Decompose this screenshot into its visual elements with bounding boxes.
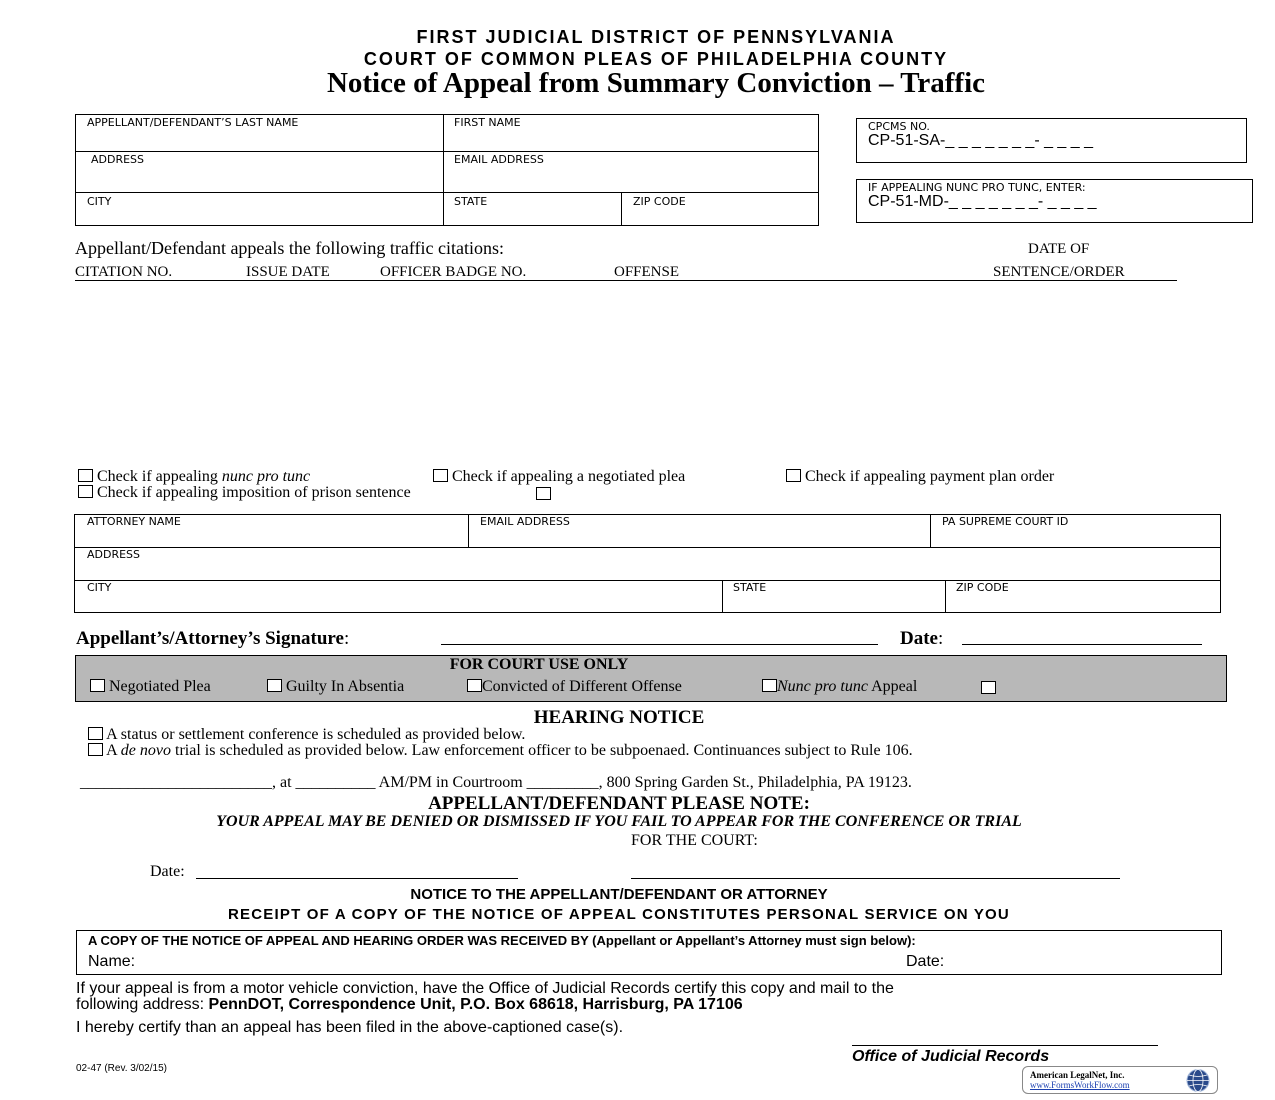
denovo-label-b: trial is scheduled as provided below. Law enforcement officer to be subpoenaed. Continuances subject to Rule 106. — [171, 742, 913, 759]
court-use-title: FOR COURT USE ONLY — [449, 656, 629, 673]
col-sentence-order: SENTENCE/ORDER — [993, 264, 1125, 280]
logo-company-name: American LegalNet, Inc. — [1030, 1070, 1125, 1080]
please-note-heading: APPELLANT/DEFENDANT PLEASE NOTE: — [428, 793, 810, 814]
receipt-date-label: Date: — [906, 953, 945, 970]
appeal-warning: YOUR APPEAL MAY BE DENIED OR DISMISSED IF YOU FAIL TO APPEAR FOR THE CONFERENCE OR TRIAL — [216, 813, 1022, 830]
attorney-city-label: CITY — [87, 581, 112, 594]
court-extra-checkbox[interactable] — [981, 681, 996, 694]
court-absentia-checkbox[interactable] — [267, 679, 282, 692]
attorney-email-field[interactable] — [468, 514, 931, 548]
payment-check-label: Check if appealing payment plan order — [805, 468, 1055, 485]
pa-id-label: PA SUPREME COURT ID — [942, 515, 1069, 528]
last-name-label: APPELLANT/DEFENDANT’S LAST NAME — [87, 116, 299, 129]
for-the-court-label: FOR THE COURT: — [631, 832, 758, 849]
denovo-checkbox[interactable] — [88, 743, 103, 756]
denovo-label-a: A — [106, 742, 121, 759]
court-absentia-label: Guilty In Absentia — [286, 678, 405, 695]
first-name-label: FIRST NAME — [454, 116, 521, 129]
motor-line-1: If your appeal is from a motor vehicle conviction, have the Office of Judicial Records certify this copy and mail to the — [76, 980, 894, 997]
page-title: Notice of Appeal from Summary Conviction – Traffic — [326, 67, 986, 99]
court-use-absentia[interactable] — [267, 678, 404, 696]
legalnet-logo[interactable] — [1022, 1066, 1218, 1094]
hearing-notice-title: HEARING NOTICE — [533, 707, 705, 728]
court-use-panel — [75, 655, 1227, 702]
court-use-negotiated[interactable] — [90, 678, 211, 696]
status-checkbox[interactable] — [88, 727, 103, 740]
nunc-pro-tunc-field[interactable] — [856, 179, 1253, 223]
hearing-schedule-line[interactable]: ________________________, at __________ AM/PM in Courtroom _________, 800 Spring Garden St., Philadelphia, PA 19123. — [80, 774, 912, 791]
attorney-city-field[interactable] — [74, 580, 723, 613]
col-issue-date: ISSUE DATE — [246, 264, 330, 280]
check-negotiated-plea[interactable] — [433, 468, 685, 486]
court-use-extra[interactable] — [981, 680, 996, 698]
motor-line-2: following address: — [76, 996, 209, 1013]
date-of-label: DATE OF — [1028, 241, 1090, 257]
hearing-date-label: Date: — [150, 863, 185, 880]
hearing-denovo-option[interactable] — [88, 742, 913, 760]
attorney-state-field[interactable] — [722, 580, 946, 613]
court-use-nunc[interactable] — [762, 678, 917, 696]
form-number: 02-47 (Rev. 3/02/15) — [76, 1063, 167, 1074]
city-label: CITY — [87, 195, 112, 208]
check-prison-sentence[interactable] — [78, 484, 411, 502]
attorney-address-field[interactable] — [74, 547, 1221, 581]
extra-checkbox[interactable] — [536, 486, 551, 504]
court-negotiated-checkbox[interactable] — [90, 679, 105, 692]
pa-supreme-court-id-field[interactable] — [930, 514, 1221, 548]
status-label: A status or settlement conference is scheduled as provided below. — [106, 726, 526, 743]
signature-line[interactable] — [441, 644, 878, 645]
logo-url[interactable]: www.FormsWorkFlow.com — [1030, 1080, 1130, 1090]
globe-icon — [1181, 1068, 1215, 1093]
email-label: EMAIL ADDRESS — [454, 153, 544, 166]
court-use-different[interactable] — [467, 678, 682, 696]
col-citation-no: CITATION NO. — [75, 264, 173, 280]
col-officer-badge: OFFICER BADGE NO. — [380, 264, 527, 280]
signature-row — [76, 628, 349, 650]
nunc-check-italic: nunc pro tunc — [221, 468, 311, 485]
court-name-heading: COURT OF COMMON PLEAS OF PHILADELPHIA COUNTY — [363, 49, 949, 69]
signature-date-label: Date — [900, 628, 938, 649]
receipt-name-label: Name: — [88, 953, 136, 970]
prison-checkbox[interactable] — [78, 485, 93, 498]
citation-entry-area[interactable] — [75, 286, 1177, 456]
penndot-address: PennDOT, Correspondence Unit, P.O. Box 68618, Harrisburg, PA 17106 — [208, 996, 743, 1013]
negotiated-check-label: Check if appealing a negotiated plea — [452, 468, 686, 485]
zip-field[interactable] — [621, 192, 819, 226]
court-nunc-checkbox[interactable] — [762, 679, 777, 692]
receipt-box — [76, 930, 1222, 975]
address-field[interactable] — [75, 151, 444, 193]
attorney-zip-field[interactable] — [945, 580, 1221, 613]
notice-heading: NOTICE TO THE APPELLANT/DEFENDANT OR ATTORNEY — [410, 886, 828, 903]
signature-colon: : — [343, 628, 350, 649]
signature-date-colon: : — [937, 628, 944, 649]
signature-label: Appellant’s/Attorney’s Signature — [76, 628, 344, 649]
citations-intro: Appellant/Defendant appeals the following traffic citations: — [75, 238, 505, 258]
last-name-field[interactable] — [75, 114, 444, 152]
attorney-zip-label: ZIP CODE — [956, 581, 1009, 594]
office-judicial-records-label: Office of Judicial Records — [852, 1048, 1050, 1065]
cpcms-label: CPCMS NO. — [868, 120, 930, 133]
state-label: STATE — [454, 195, 488, 208]
court-signature-line[interactable] — [631, 878, 1120, 879]
court-nunc-italic: Nunc pro tunc — [777, 678, 868, 695]
court-different-checkbox[interactable] — [467, 679, 482, 692]
receipt-date-field[interactable] — [962, 953, 1212, 973]
motor-vehicle-instructions — [76, 981, 1186, 1013]
payment-checkbox[interactable] — [786, 469, 801, 482]
zip-label: ZIP CODE — [633, 195, 686, 208]
extra-checkbox-square[interactable] — [536, 487, 551, 500]
nunc-check-label: Check if appealing — [97, 468, 222, 485]
address-label: ADDRESS — [91, 153, 145, 166]
denovo-italic: de novo — [120, 742, 171, 759]
cpcms-value: CP-51-SA-_ _ _ _ _ _ _- _ _ _ _ — [868, 132, 1094, 149]
certification-statement: I hereby certify than an appeal has been filed in the above-captioned case(s). — [76, 1019, 624, 1036]
col-offense: OFFENSE — [614, 264, 680, 280]
city-field[interactable] — [75, 192, 444, 226]
state-field[interactable] — [443, 192, 622, 226]
judicial-records-signature-line[interactable] — [852, 1045, 1158, 1046]
signature-date-row — [900, 628, 943, 650]
citation-header-rule — [75, 280, 1177, 281]
nunc-label: IF APPEALING NUNC PRO TUNC, ENTER: — [868, 181, 1086, 194]
nunc-checkbox[interactable] — [78, 469, 93, 482]
receipt-heading: A COPY OF THE NOTICE OF APPEAL AND HEARING ORDER WAS RECEIVED BY (Appellant or Appellant’s Attorney must sign below): — [88, 933, 916, 948]
check-payment-plan[interactable] — [786, 468, 1054, 486]
first-name-field[interactable] — [443, 114, 819, 152]
attorney-email-label: EMAIL ADDRESS — [480, 515, 570, 528]
personal-service-notice: RECEIPT OF A COPY OF THE NOTICE OF APPEAL CONSTITUTES PERSONAL SERVICE ON YOU — [228, 906, 1010, 923]
attorney-name-field[interactable] — [74, 514, 469, 548]
court-nunc-appeal: Appeal — [867, 678, 918, 695]
email-field[interactable] — [443, 151, 819, 193]
signature-date-line[interactable] — [962, 644, 1202, 645]
attorney-address-label: ADDRESS — [87, 548, 141, 561]
court-district-heading: FIRST JUDICIAL DISTRICT OF PENNSYLVANIA — [416, 27, 896, 47]
receipt-name-field[interactable] — [157, 953, 897, 973]
attorney-state-label: STATE — [733, 581, 767, 594]
negotiated-checkbox[interactable] — [433, 469, 448, 482]
nunc-value: CP-51-MD-_ _ _ _ _ _ _- _ _ _ _ — [868, 193, 1097, 210]
cpcms-number-field[interactable] — [856, 118, 1247, 163]
hearing-date-line[interactable] — [196, 878, 518, 879]
attorney-name-label: ATTORNEY NAME — [87, 515, 181, 528]
court-negotiated-label: Negotiated Plea — [109, 678, 211, 695]
prison-check-label: Check if appealing imposition of prison sentence — [97, 484, 411, 501]
court-different-label: Convicted of Different Offense — [482, 678, 682, 695]
